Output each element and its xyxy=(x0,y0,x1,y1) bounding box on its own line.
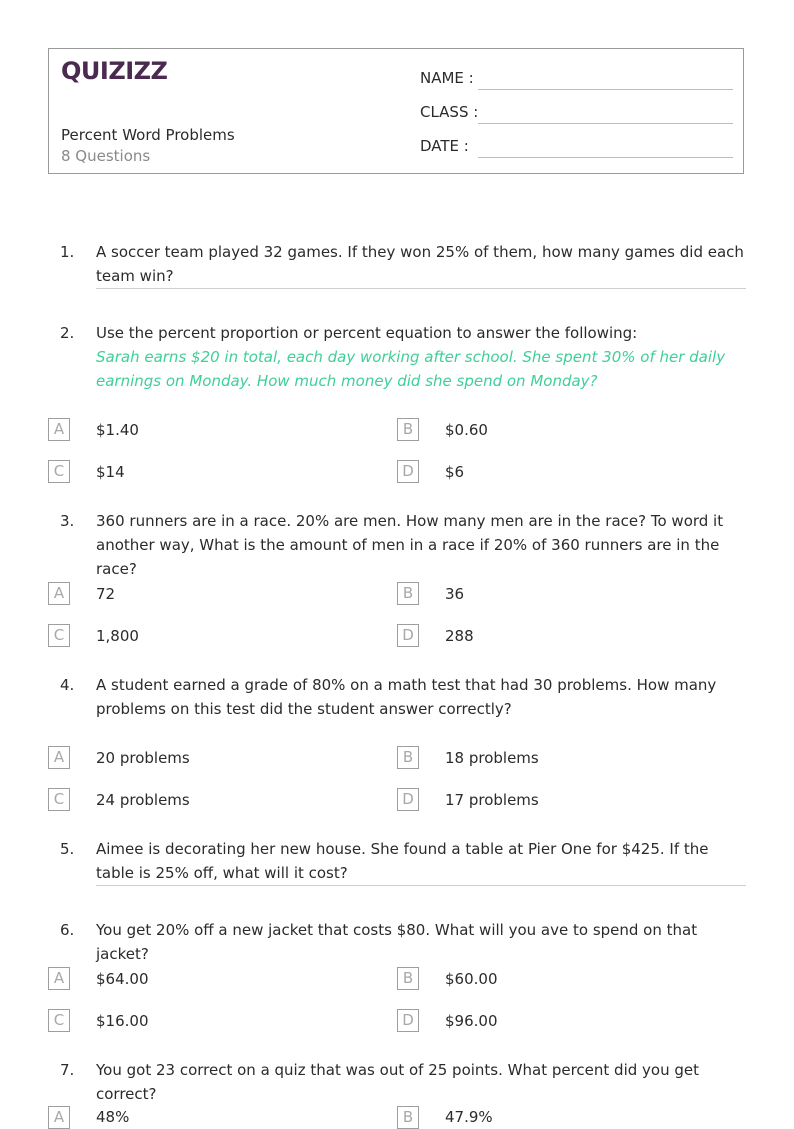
question-block xyxy=(96,321,746,393)
question-text: A soccer team played 32 games. If they won 25% of them, how many games did each team win? xyxy=(96,243,744,285)
question-note: Sarah earns $20 in total, each day working after school. She spent 30% of her daily earnings on Monday. How much money did she spend on Monday? xyxy=(96,348,726,390)
option-box[interactable]: D xyxy=(397,624,419,647)
date-line[interactable] xyxy=(478,157,733,158)
option-box[interactable]: A xyxy=(48,582,70,605)
option-text: $64.00 xyxy=(96,970,149,988)
option-box[interactable]: A xyxy=(48,746,70,769)
question-text: A student earned a grade of 80% on a math test that had 30 problems. How many problems on this test did the student answer correctly? xyxy=(96,676,717,718)
option-box[interactable]: B xyxy=(397,746,419,769)
question-text: Use the percent proportion or percent equation to answer the following: xyxy=(96,324,638,342)
option-box[interactable]: C xyxy=(48,624,70,647)
option-text: 1,800 xyxy=(96,627,139,645)
option-box[interactable]: A xyxy=(48,1106,70,1129)
question-text: You got 23 correct on a quiz that was out of 25 points. What percent did you get correct? xyxy=(96,1061,699,1103)
option-box[interactable]: B xyxy=(397,418,419,441)
question-text: Aimee is decorating her new house. She found a table at Pier One for $425. If the table is 25% off, what will it cost? xyxy=(96,840,709,882)
option-text: 17 problems xyxy=(445,791,539,809)
question-number: 1. xyxy=(60,243,75,261)
question-number: 4. xyxy=(60,676,75,694)
question-number: 2. xyxy=(60,324,75,342)
option-text: 48% xyxy=(96,1108,130,1126)
option-box[interactable]: D xyxy=(397,460,419,483)
option-text: $60.00 xyxy=(445,970,498,988)
class-line[interactable] xyxy=(478,123,733,124)
question-number: 6. xyxy=(60,921,75,939)
worksheet-header xyxy=(48,48,744,174)
answer-line[interactable] xyxy=(96,288,746,289)
option-text: $0.60 xyxy=(445,421,488,439)
option-text: $6 xyxy=(445,463,465,481)
question-text: 360 runners are in a race. 20% are men. How many men are in the race? To word it another way, What is the amount of men in a race if 20% of 360 runners are in the race? xyxy=(96,512,724,578)
date-label: DATE : xyxy=(420,137,469,155)
option-box[interactable]: D xyxy=(397,788,419,811)
option-text: 36 xyxy=(445,585,465,603)
option-box[interactable]: C xyxy=(48,460,70,483)
question-count: 8 Questions xyxy=(61,147,151,165)
option-text: 288 xyxy=(445,627,474,645)
option-text: 24 problems xyxy=(96,791,190,809)
option-text: 20 problems xyxy=(96,749,190,767)
question-number: 5. xyxy=(60,840,75,858)
option-text: $14 xyxy=(96,463,125,481)
name-line[interactable] xyxy=(478,89,733,90)
option-box[interactable]: B xyxy=(397,1106,419,1129)
class-label: CLASS : xyxy=(420,103,479,121)
answer-line[interactable] xyxy=(96,885,746,886)
option-text: 47.9% xyxy=(445,1108,493,1126)
question-number: 7. xyxy=(60,1061,75,1079)
option-box[interactable]: A xyxy=(48,967,70,990)
option-text: 18 problems xyxy=(445,749,539,767)
option-box[interactable]: C xyxy=(48,1009,70,1032)
option-text: $1.40 xyxy=(96,421,139,439)
name-label: NAME : xyxy=(420,69,474,87)
option-text: 72 xyxy=(96,585,116,603)
question-number: 3. xyxy=(60,512,75,530)
option-box[interactable]: C xyxy=(48,788,70,811)
option-box[interactable]: A xyxy=(48,418,70,441)
option-box[interactable]: B xyxy=(397,582,419,605)
option-text: $16.00 xyxy=(96,1012,149,1030)
question-text: You get 20% off a new jacket that costs $80. What will you ave to spend on that jacket? xyxy=(96,921,698,963)
quizizz-logo: QUIZIZZ xyxy=(61,57,168,85)
worksheet-title: Percent Word Problems xyxy=(61,126,235,144)
option-text: $96.00 xyxy=(445,1012,498,1030)
option-box[interactable]: B xyxy=(397,967,419,990)
option-box[interactable]: D xyxy=(397,1009,419,1032)
